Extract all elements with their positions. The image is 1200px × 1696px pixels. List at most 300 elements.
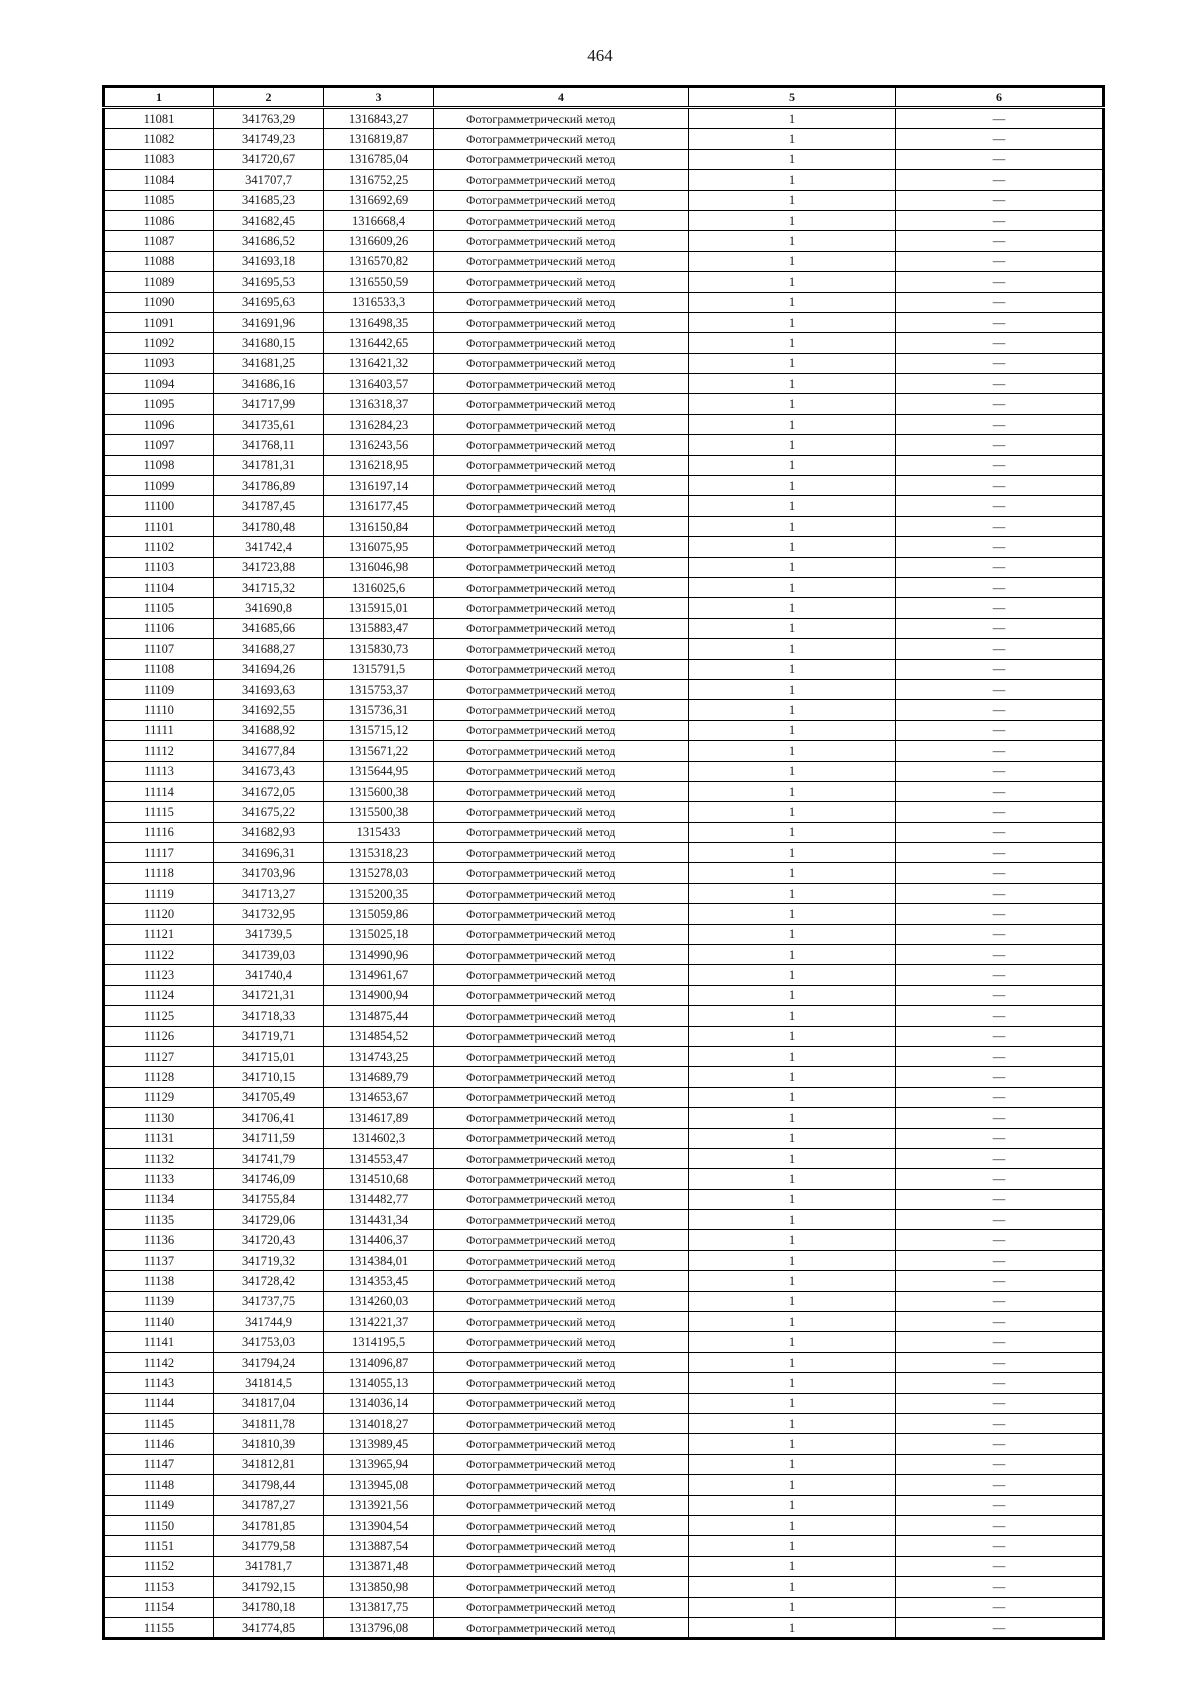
- accuracy-cell: 1: [689, 353, 896, 373]
- header-row: [104, 87, 1104, 108]
- accuracy-cell: 1: [689, 1475, 896, 1495]
- x-coordinate-cell: 341787,45: [214, 496, 324, 516]
- x-coordinate-cell: 341672,05: [214, 781, 324, 801]
- point-number-cell: 11115: [104, 802, 214, 822]
- y-coordinate-cell: 1316046,98: [324, 557, 434, 577]
- x-coordinate-cell: 341715,32: [214, 577, 324, 597]
- point-number-cell: 11100: [104, 496, 214, 516]
- point-number-cell: 11151: [104, 1536, 214, 1556]
- x-coordinate-cell: 341737,75: [214, 1291, 324, 1311]
- point-number-cell: 11091: [104, 312, 214, 332]
- method-cell: Фотограмметрический метод: [434, 1128, 689, 1148]
- table-row: [104, 1271, 1104, 1291]
- table-row: [104, 822, 1104, 842]
- note-cell: —: [896, 577, 1104, 597]
- y-coordinate-cell: 1314195,5: [324, 1332, 434, 1352]
- point-number-cell: 11081: [104, 108, 214, 129]
- point-number-cell: 11090: [104, 292, 214, 312]
- method-cell: Фотограмметрический метод: [434, 1393, 689, 1413]
- y-coordinate-cell: 1315753,37: [324, 679, 434, 699]
- accuracy-cell: 1: [689, 1189, 896, 1209]
- method-cell: Фотограмметрический метод: [434, 1352, 689, 1372]
- method-cell: Фотограмметрический метод: [434, 985, 689, 1005]
- point-number-cell: 11140: [104, 1312, 214, 1332]
- y-coordinate-cell: 1313817,75: [324, 1597, 434, 1617]
- point-number-cell: 11082: [104, 129, 214, 149]
- x-coordinate-cell: 341774,85: [214, 1617, 324, 1638]
- accuracy-cell: 1: [689, 394, 896, 414]
- table-row: [104, 1515, 1104, 1535]
- accuracy-cell: 1: [689, 843, 896, 863]
- method-cell: Фотограмметрический метод: [434, 455, 689, 475]
- method-cell: Фотограмметрический метод: [434, 231, 689, 251]
- table-row: [104, 985, 1104, 1005]
- point-number-cell: 11110: [104, 700, 214, 720]
- method-cell: Фотограмметрический метод: [434, 1414, 689, 1434]
- point-number-cell: 11149: [104, 1495, 214, 1515]
- note-cell: —: [896, 598, 1104, 618]
- method-cell: Фотограмметрический метод: [434, 1454, 689, 1474]
- point-number-cell: 11127: [104, 1046, 214, 1066]
- method-cell: Фотограмметрический метод: [434, 761, 689, 781]
- method-cell: Фотограмметрический метод: [434, 190, 689, 210]
- note-cell: —: [896, 1087, 1104, 1107]
- x-coordinate-cell: 341693,18: [214, 251, 324, 271]
- note-cell: —: [896, 251, 1104, 271]
- y-coordinate-cell: 1316025,6: [324, 577, 434, 597]
- note-cell: —: [896, 985, 1104, 1005]
- y-coordinate-cell: 1314875,44: [324, 1006, 434, 1026]
- x-coordinate-cell: 341740,4: [214, 965, 324, 985]
- method-cell: Фотограмметрический метод: [434, 1373, 689, 1393]
- note-cell: —: [896, 1414, 1104, 1434]
- method-cell: Фотограмметрический метод: [434, 435, 689, 455]
- point-number-cell: 11098: [104, 455, 214, 475]
- method-cell: Фотограмметрический метод: [434, 618, 689, 638]
- y-coordinate-cell: 1315644,95: [324, 761, 434, 781]
- point-number-cell: 11148: [104, 1475, 214, 1495]
- x-coordinate-cell: 341779,58: [214, 1536, 324, 1556]
- y-coordinate-cell: 1316819,87: [324, 129, 434, 149]
- note-cell: —: [896, 965, 1104, 985]
- accuracy-cell: 1: [689, 822, 896, 842]
- table-row: [104, 761, 1104, 781]
- x-coordinate-cell: 341721,31: [214, 985, 324, 1005]
- note-cell: —: [896, 1495, 1104, 1515]
- table-row: [104, 679, 1104, 699]
- method-cell: Фотограмметрический метод: [434, 1495, 689, 1515]
- y-coordinate-cell: 1315278,03: [324, 863, 434, 883]
- table-row: [104, 741, 1104, 761]
- y-coordinate-cell: 1316421,32: [324, 353, 434, 373]
- method-cell: Фотограмметрический метод: [434, 822, 689, 842]
- y-coordinate-cell: 1314961,67: [324, 965, 434, 985]
- method-cell: Фотограмметрический метод: [434, 1556, 689, 1576]
- method-cell: Фотограмметрический метод: [434, 1332, 689, 1352]
- y-coordinate-cell: 1314990,96: [324, 945, 434, 965]
- note-cell: —: [896, 945, 1104, 965]
- accuracy-cell: 1: [689, 1536, 896, 1556]
- table-row: [104, 190, 1104, 210]
- accuracy-cell: 1: [689, 1210, 896, 1230]
- method-cell: Фотограмметрический метод: [434, 1577, 689, 1597]
- x-coordinate-cell: 341753,03: [214, 1332, 324, 1352]
- method-cell: Фотограмметрический метод: [434, 557, 689, 577]
- accuracy-cell: 1: [689, 741, 896, 761]
- note-cell: —: [896, 333, 1104, 353]
- note-cell: —: [896, 1108, 1104, 1128]
- point-number-cell: 11129: [104, 1087, 214, 1107]
- method-cell: Фотограмметрический метод: [434, 1046, 689, 1066]
- y-coordinate-cell: 1316218,95: [324, 455, 434, 475]
- note-cell: —: [896, 374, 1104, 394]
- x-coordinate-cell: 341691,96: [214, 312, 324, 332]
- method-cell: Фотограмметрический метод: [434, 904, 689, 924]
- x-coordinate-cell: 341720,67: [214, 149, 324, 169]
- y-coordinate-cell: 1314055,13: [324, 1373, 434, 1393]
- method-cell: Фотограмметрический метод: [434, 537, 689, 557]
- y-coordinate-cell: 1316533,3: [324, 292, 434, 312]
- y-coordinate-cell: 1314260,03: [324, 1291, 434, 1311]
- note-cell: —: [896, 720, 1104, 740]
- table-row: [104, 1108, 1104, 1128]
- accuracy-cell: 1: [689, 557, 896, 577]
- method-cell: Фотограмметрический метод: [434, 1250, 689, 1270]
- table-row: [104, 251, 1104, 271]
- method-cell: Фотограмметрический метод: [434, 741, 689, 761]
- accuracy-cell: 1: [689, 1577, 896, 1597]
- table-row: [104, 1373, 1104, 1393]
- point-number-cell: 11122: [104, 945, 214, 965]
- point-number-cell: 11118: [104, 863, 214, 883]
- method-cell: Фотограмметрический метод: [434, 272, 689, 292]
- method-cell: Фотограмметрический метод: [434, 1475, 689, 1495]
- table-row: [104, 1495, 1104, 1515]
- table-row: [104, 292, 1104, 312]
- y-coordinate-cell: 1313887,54: [324, 1536, 434, 1556]
- method-cell: Фотограмметрический метод: [434, 1189, 689, 1209]
- method-cell: Фотограмметрический метод: [434, 1271, 689, 1291]
- y-coordinate-cell: 1313989,45: [324, 1434, 434, 1454]
- accuracy-cell: 1: [689, 455, 896, 475]
- y-coordinate-cell: 1316442,65: [324, 333, 434, 353]
- method-cell: Фотограмметрический метод: [434, 1006, 689, 1026]
- table-row: [104, 272, 1104, 292]
- y-coordinate-cell: 1314900,94: [324, 985, 434, 1005]
- note-cell: —: [896, 312, 1104, 332]
- note-cell: —: [896, 1597, 1104, 1617]
- point-number-cell: 11154: [104, 1597, 214, 1617]
- accuracy-cell: 1: [689, 312, 896, 332]
- method-cell: Фотограмметрический метод: [434, 639, 689, 659]
- method-cell: Фотограмметрический метод: [434, 1617, 689, 1638]
- note-cell: —: [896, 1271, 1104, 1291]
- note-cell: —: [896, 1454, 1104, 1474]
- point-number-cell: 11135: [104, 1210, 214, 1230]
- y-coordinate-cell: 1314553,47: [324, 1148, 434, 1168]
- point-number-cell: 11153: [104, 1577, 214, 1597]
- y-coordinate-cell: 1313904,54: [324, 1515, 434, 1535]
- point-number-cell: 11132: [104, 1148, 214, 1168]
- table-row: [104, 1067, 1104, 1087]
- accuracy-cell: 1: [689, 1312, 896, 1332]
- accuracy-cell: 1: [689, 863, 896, 883]
- note-cell: —: [896, 924, 1104, 944]
- accuracy-cell: 1: [689, 537, 896, 557]
- accuracy-cell: 1: [689, 251, 896, 271]
- table-row: [104, 639, 1104, 659]
- point-number-cell: 11130: [104, 1108, 214, 1128]
- point-number-cell: 11083: [104, 149, 214, 169]
- y-coordinate-cell: 1313850,98: [324, 1577, 434, 1597]
- point-number-cell: 11125: [104, 1006, 214, 1026]
- x-coordinate-cell: 341713,27: [214, 883, 324, 903]
- note-cell: —: [896, 659, 1104, 679]
- note-cell: —: [896, 761, 1104, 781]
- note-cell: —: [896, 170, 1104, 190]
- x-coordinate-cell: 341729,06: [214, 1210, 324, 1230]
- point-number-cell: 11104: [104, 577, 214, 597]
- point-number-cell: 11126: [104, 1026, 214, 1046]
- x-coordinate-cell: 341728,42: [214, 1271, 324, 1291]
- x-coordinate-cell: 341781,85: [214, 1515, 324, 1535]
- point-number-cell: 11087: [104, 231, 214, 251]
- method-cell: Фотограмметрический метод: [434, 210, 689, 230]
- accuracy-cell: 1: [689, 985, 896, 1005]
- x-coordinate-cell: 341696,31: [214, 843, 324, 863]
- table-row: [104, 435, 1104, 455]
- table-row: [104, 904, 1104, 924]
- note-cell: —: [896, 476, 1104, 496]
- y-coordinate-cell: 1315433: [324, 822, 434, 842]
- point-number-cell: 11144: [104, 1393, 214, 1413]
- note-cell: —: [896, 455, 1104, 475]
- table-row: [104, 1617, 1104, 1638]
- y-coordinate-cell: 1313945,08: [324, 1475, 434, 1495]
- x-coordinate-cell: 341786,89: [214, 476, 324, 496]
- table-row: [104, 1536, 1104, 1556]
- note-cell: —: [896, 802, 1104, 822]
- note-cell: —: [896, 781, 1104, 801]
- point-number-cell: 11093: [104, 353, 214, 373]
- x-coordinate-cell: 341794,24: [214, 1352, 324, 1372]
- accuracy-cell: 1: [689, 1250, 896, 1270]
- x-coordinate-cell: 341711,59: [214, 1128, 324, 1148]
- y-coordinate-cell: 1316785,04: [324, 149, 434, 169]
- table-row: [104, 720, 1104, 740]
- accuracy-cell: 1: [689, 1046, 896, 1066]
- table-row: [104, 1006, 1104, 1026]
- note-cell: —: [896, 1617, 1104, 1638]
- y-coordinate-cell: 1316550,59: [324, 272, 434, 292]
- x-coordinate-cell: 341717,99: [214, 394, 324, 414]
- x-coordinate-cell: 341780,18: [214, 1597, 324, 1617]
- point-number-cell: 11085: [104, 190, 214, 210]
- accuracy-cell: 1: [689, 129, 896, 149]
- method-cell: Фотограмметрический метод: [434, 1312, 689, 1332]
- note-cell: —: [896, 210, 1104, 230]
- y-coordinate-cell: 1314854,52: [324, 1026, 434, 1046]
- x-coordinate-cell: 341673,43: [214, 761, 324, 781]
- table-row: [104, 312, 1104, 332]
- method-cell: Фотограмметрический метод: [434, 312, 689, 332]
- y-coordinate-cell: 1315791,5: [324, 659, 434, 679]
- accuracy-cell: 1: [689, 577, 896, 597]
- x-coordinate-cell: 341682,93: [214, 822, 324, 842]
- table-row: [104, 231, 1104, 251]
- table-row: [104, 210, 1104, 230]
- table-row: [104, 129, 1104, 149]
- accuracy-cell: 1: [689, 1067, 896, 1087]
- accuracy-cell: 1: [689, 476, 896, 496]
- table-row: [104, 1414, 1104, 1434]
- table-row: [104, 924, 1104, 944]
- x-coordinate-cell: 341680,15: [214, 333, 324, 353]
- column-header-1: 1: [104, 87, 214, 108]
- y-coordinate-cell: 1314384,01: [324, 1250, 434, 1270]
- note-cell: —: [896, 537, 1104, 557]
- method-cell: Фотограмметрический метод: [434, 1230, 689, 1250]
- accuracy-cell: 1: [689, 414, 896, 434]
- y-coordinate-cell: 1314221,37: [324, 1312, 434, 1332]
- x-coordinate-cell: 341694,26: [214, 659, 324, 679]
- table-row: [104, 843, 1104, 863]
- note-cell: —: [896, 1577, 1104, 1597]
- y-coordinate-cell: 1316197,14: [324, 476, 434, 496]
- x-coordinate-cell: 341780,48: [214, 516, 324, 536]
- table-row: [104, 1128, 1104, 1148]
- table-row: [104, 863, 1104, 883]
- x-coordinate-cell: 341690,8: [214, 598, 324, 618]
- table-body: [104, 108, 1104, 1639]
- x-coordinate-cell: 341749,23: [214, 129, 324, 149]
- table-row: [104, 965, 1104, 985]
- accuracy-cell: 1: [689, 149, 896, 169]
- accuracy-cell: 1: [689, 618, 896, 638]
- point-number-cell: 11109: [104, 679, 214, 699]
- table-row: [104, 537, 1104, 557]
- table-row: [104, 1046, 1104, 1066]
- note-cell: —: [896, 1475, 1104, 1495]
- note-cell: —: [896, 1067, 1104, 1087]
- table-row: [104, 170, 1104, 190]
- method-cell: Фотограмметрический метод: [434, 883, 689, 903]
- point-number-cell: 11105: [104, 598, 214, 618]
- point-number-cell: 11150: [104, 1515, 214, 1535]
- x-coordinate-cell: 341781,31: [214, 455, 324, 475]
- table-row: [104, 618, 1104, 638]
- table-row: [104, 1597, 1104, 1617]
- x-coordinate-cell: 341686,52: [214, 231, 324, 251]
- x-coordinate-cell: 341677,84: [214, 741, 324, 761]
- y-coordinate-cell: 1316318,37: [324, 394, 434, 414]
- table-row: [104, 374, 1104, 394]
- table-row: [104, 1454, 1104, 1474]
- y-coordinate-cell: 1316403,57: [324, 374, 434, 394]
- y-coordinate-cell: 1316570,82: [324, 251, 434, 271]
- note-cell: —: [896, 822, 1104, 842]
- x-coordinate-cell: 341703,96: [214, 863, 324, 883]
- table-row: [104, 598, 1104, 618]
- table-row: [104, 802, 1104, 822]
- method-cell: Фотограмметрический метод: [434, 1087, 689, 1107]
- point-number-cell: 11116: [104, 822, 214, 842]
- table-row: [104, 1556, 1104, 1576]
- y-coordinate-cell: 1316177,45: [324, 496, 434, 516]
- point-number-cell: 11119: [104, 883, 214, 903]
- table-row: [104, 1577, 1104, 1597]
- table-row: [104, 1352, 1104, 1372]
- accuracy-cell: 1: [689, 1495, 896, 1515]
- method-cell: Фотограмметрический метод: [434, 1026, 689, 1046]
- table-row: [104, 1475, 1104, 1495]
- point-number-cell: 11131: [104, 1128, 214, 1148]
- x-coordinate-cell: 341732,95: [214, 904, 324, 924]
- method-cell: Фотограмметрический метод: [434, 863, 689, 883]
- accuracy-cell: 1: [689, 1128, 896, 1148]
- y-coordinate-cell: 1315715,12: [324, 720, 434, 740]
- x-coordinate-cell: 341741,79: [214, 1148, 324, 1168]
- accuracy-cell: 1: [689, 1414, 896, 1434]
- method-cell: Фотограмметрический метод: [434, 700, 689, 720]
- method-cell: Фотограмметрический метод: [434, 333, 689, 353]
- y-coordinate-cell: 1314743,25: [324, 1046, 434, 1066]
- x-coordinate-cell: 341715,01: [214, 1046, 324, 1066]
- accuracy-cell: 1: [689, 1108, 896, 1128]
- note-cell: —: [896, 1169, 1104, 1189]
- table-row: [104, 516, 1104, 536]
- point-number-cell: 11123: [104, 965, 214, 985]
- x-coordinate-cell: 341692,55: [214, 700, 324, 720]
- x-coordinate-cell: 341693,63: [214, 679, 324, 699]
- coordinates-table-container: [102, 85, 1102, 1640]
- column-header-2: 2: [214, 87, 324, 108]
- x-coordinate-cell: 341685,66: [214, 618, 324, 638]
- table-row: [104, 781, 1104, 801]
- note-cell: —: [896, 516, 1104, 536]
- y-coordinate-cell: 1314689,79: [324, 1067, 434, 1087]
- accuracy-cell: 1: [689, 231, 896, 251]
- x-coordinate-cell: 341706,41: [214, 1108, 324, 1128]
- x-coordinate-cell: 341718,33: [214, 1006, 324, 1026]
- y-coordinate-cell: 1315736,31: [324, 700, 434, 720]
- point-number-cell: 11143: [104, 1373, 214, 1393]
- accuracy-cell: 1: [689, 679, 896, 699]
- method-cell: Фотограмметрический метод: [434, 394, 689, 414]
- note-cell: —: [896, 1210, 1104, 1230]
- point-number-cell: 11145: [104, 1414, 214, 1434]
- point-number-cell: 11089: [104, 272, 214, 292]
- accuracy-cell: 1: [689, 496, 896, 516]
- method-cell: Фотограмметрический метод: [434, 414, 689, 434]
- y-coordinate-cell: 1316692,69: [324, 190, 434, 210]
- accuracy-cell: 1: [689, 659, 896, 679]
- table-row: [104, 394, 1104, 414]
- column-header-6: 6: [896, 87, 1104, 108]
- accuracy-cell: 1: [689, 883, 896, 903]
- method-cell: Фотограмметрический метод: [434, 292, 689, 312]
- point-number-cell: 11141: [104, 1332, 214, 1352]
- accuracy-cell: 1: [689, 1352, 896, 1372]
- method-cell: Фотограмметрический метод: [434, 965, 689, 985]
- y-coordinate-cell: 1316075,95: [324, 537, 434, 557]
- method-cell: Фотограмметрический метод: [434, 108, 689, 129]
- x-coordinate-cell: 341798,44: [214, 1475, 324, 1495]
- accuracy-cell: 1: [689, 802, 896, 822]
- note-cell: —: [896, 1536, 1104, 1556]
- table-row: [104, 1393, 1104, 1413]
- table-row: [104, 333, 1104, 353]
